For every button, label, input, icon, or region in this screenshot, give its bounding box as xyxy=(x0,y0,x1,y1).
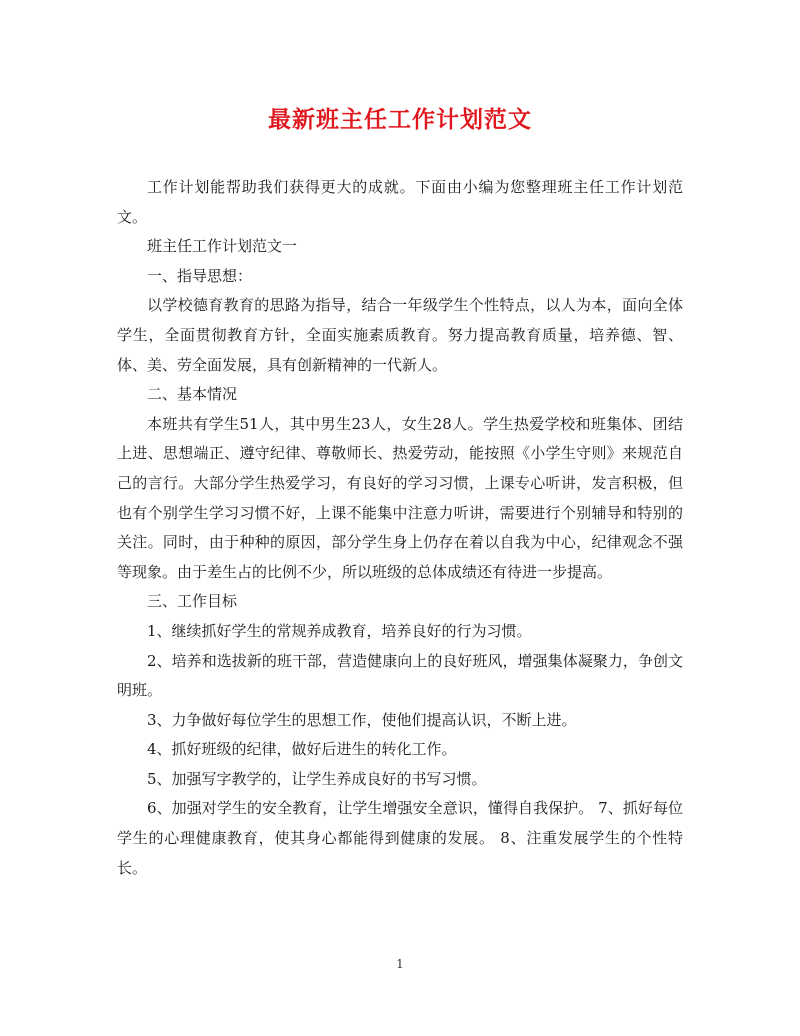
section-heading-basic-situation: 二、基本情况 xyxy=(147,385,238,404)
goal-item-3: 3、力争做好每位学生的思想工作，使他们提高认识，不断上进。 xyxy=(147,710,577,729)
goal-item-4: 4、抓好班级的纪律，做好后进生的转化工作。 xyxy=(147,740,457,759)
paragraph-guiding-thought: 以学校德育教育的思路为指导，结合一年级学生个性特点，以人为本，面向全体学生，全面贯彻教育方针，全面实施素质教育。努力提高教育质量，培养德、智、体、美、劳全面发展，具有创新精神的一代新人。 xyxy=(117,296,683,374)
goal-item-5: 5、加强写字教学的，让学生养成良好的书写习惯。 xyxy=(147,769,487,788)
paragraph-basic-situation: 本班共有学生51人，其中男生23人，女生28人。学生热爱学校和班集体、团结上进、思想端正、遵守纪律、尊敬师长、热爱劳动，能按照《小学生守则》来规范自己的言行。大部分学生热爱学习，有良好的学习习惯，上课专心听讲，发言积极，但也有个别学生学习习惯不好，上课不能集中注意力听讲，需要进行个别辅导和特别的关注。同时，由于种种的原因，部分学生身上仍存在着以自我为中心，纪律观念不强等现象。由于差生占的比例不少，所以班级的总体成绩还有待进一步提高。 xyxy=(117,414,683,581)
paragraph-intro: 工作计划能帮助我们获得更大的成就。下面由小编为您整理班主任工作计划范文。 xyxy=(117,178,683,226)
section-heading-sample-one: 班主任工作计划范文一 xyxy=(147,237,298,256)
section-heading-guiding-thought: 一、指导思想： xyxy=(147,266,253,285)
goal-item-6-7-8: 6、加强对学生的安全教育，让学生增强安全意识，懂得自我保护。 7、抓好每位学生的心理健康教育，使其身心都能得到健康的发展。 8、注重发展学生的个性特长。 xyxy=(117,799,683,877)
goal-item-1: 1、继续抓好学生的常规养成教育，培养良好的行为习惯。 xyxy=(147,621,532,640)
document-title: 最新班主任工作计划范文 xyxy=(268,106,532,133)
section-heading-work-goals: 三、工作目标 xyxy=(147,592,238,611)
page-number: 1 xyxy=(396,957,404,971)
document-body xyxy=(117,173,683,883)
goal-item-2: 2、培养和选拔新的班干部，营造健康向上的良好班风，增强集体凝聚力，争创文明班。 xyxy=(117,651,683,700)
